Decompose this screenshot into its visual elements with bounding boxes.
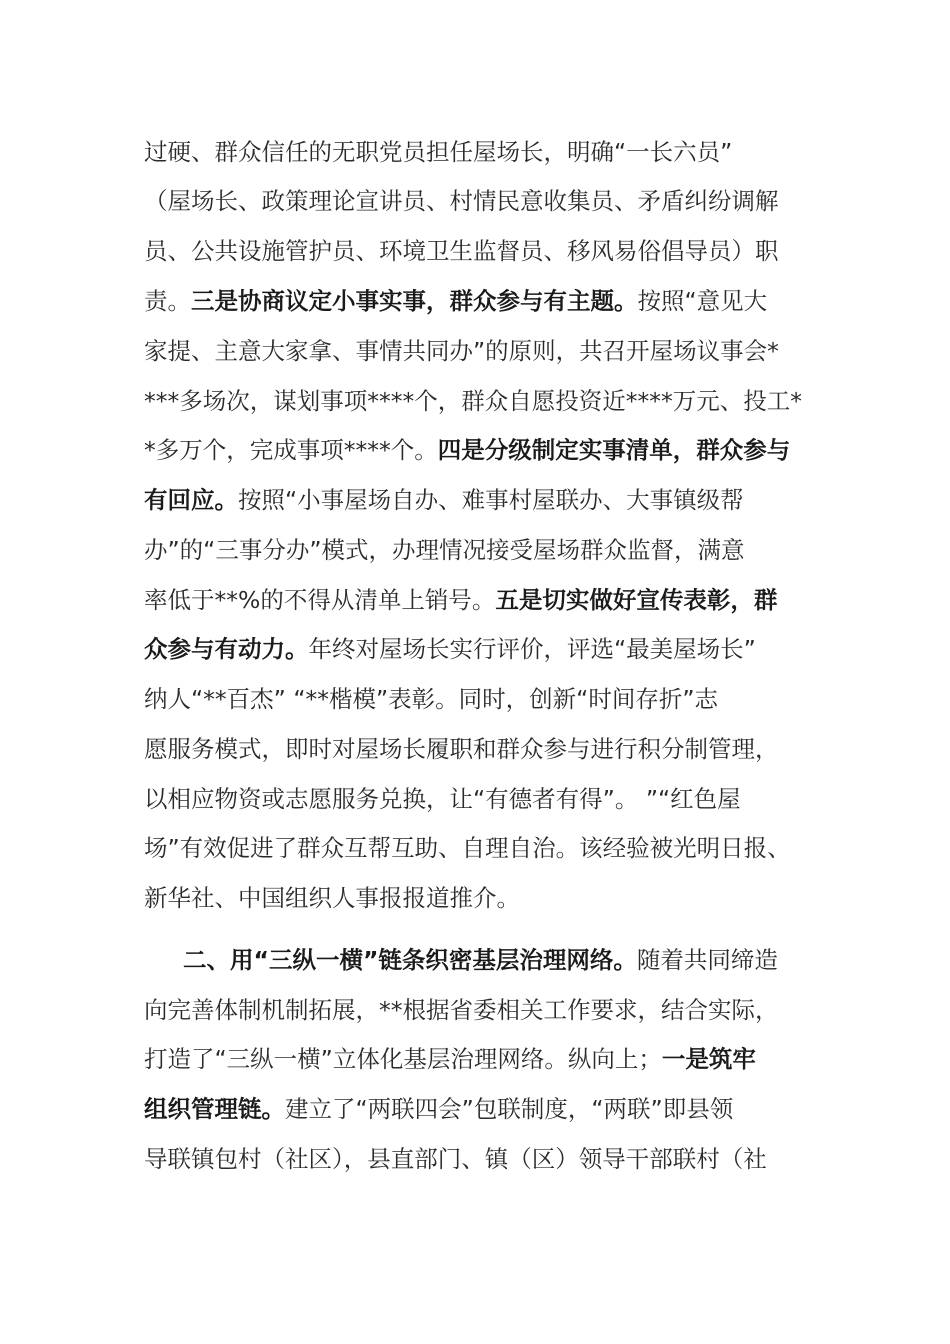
section-heading: 二、用“三纵一横”链条织密基层治理网络。 (183, 946, 637, 974)
text-run: 家提、主意大家拿、事情共同办”的原则，共召开屋场议事会* (144, 337, 779, 365)
text-run: 向完善体制机制拓展，**根据省委相关工作要求，结合实际， (144, 996, 779, 1024)
text-line (144, 823, 791, 873)
text-run: ***多场次，谋划事项****个，群众自愿投资近****万元、投工* (144, 387, 802, 415)
text-line (144, 674, 718, 724)
text-run: 打造了“三纵一横”立体化基层治理网络。纵向上； (144, 1045, 662, 1073)
text-run: 按照“小事屋场自办、难事村屋联办、大事镇级帮 (238, 486, 744, 514)
text-line (144, 985, 779, 1035)
text-run: 新华社、中国组织人事报报道推介。 (144, 884, 520, 912)
text-run: *多万个，完成事项****个。 (144, 436, 438, 464)
bold-text-run: 有回应。 (144, 486, 238, 514)
text-run: 以相应物资或志愿服务兑换，让“有德者有得”。 ”“红色屋 (144, 785, 741, 813)
text-line (144, 1134, 767, 1184)
text-line (144, 226, 779, 276)
text-run: 过硬、群众信任的无职党员担任屋场长，明确“一长六员” (144, 138, 733, 166)
text-run: 责。 (144, 287, 191, 315)
bold-text-run: 一是筑牢 (661, 1045, 756, 1073)
text-line (144, 276, 767, 326)
text-line (144, 1084, 733, 1134)
text-line (144, 376, 802, 426)
text-line (144, 1034, 756, 1084)
text-run: 导联镇包村（社区），县直部门、镇（区）领导干部联村（社 (144, 1145, 767, 1173)
text-run: 场”有效促进了群众互帮互助、自理自治。该经验被光明日报、 (144, 834, 791, 862)
text-run: 纳人“**百杰” “**楷模”表彰。同时，创新“时间存折”志 (144, 685, 719, 713)
text-run: 员、公共设施管护员、环境卫生监督员、移风易俗倡导员）职 (144, 237, 779, 265)
text-run: 愿服务模式，即时对屋场长履职和群众参与进行积分制管理， (144, 735, 779, 763)
text-run: 办”的“三事分办”模式，办理情况接受屋场群众监督，满意 (144, 536, 745, 564)
text-run: （屋场长、政策理论宣讲员、村情民意收集员、矛盾纠纷调解 (144, 187, 779, 215)
bold-text-run: 五是切实做好宣传表彰，群 (495, 586, 778, 614)
text-run: 年终对屋场长实行评价，评选“最美屋场长” (308, 635, 756, 663)
text-run: 率低于**%的不得从清单上销号。 (144, 586, 496, 614)
text-line (144, 873, 520, 923)
text-line (144, 475, 744, 525)
text-line (144, 326, 779, 376)
text-line (144, 127, 732, 177)
text-line (144, 624, 756, 674)
text-line (144, 575, 777, 625)
paragraph-first-line (183, 935, 778, 985)
text-run: 按照“意见大 (637, 287, 768, 315)
text-line (144, 774, 741, 824)
text-line (144, 425, 790, 475)
bold-text-run: 三是协商议定小事实事，群众参与有主题。 (191, 287, 638, 315)
text-run: 随着共同缔造 (636, 946, 778, 974)
text-line (144, 724, 779, 774)
bold-text-run: 组织管理链。 (144, 1095, 285, 1123)
bold-text-run: 四是分级制定实事清单，群众参与 (437, 436, 791, 464)
text-run: 建立了“两联四会”包联制度，“两联”即县领 (285, 1095, 734, 1123)
bold-text-run: 众参与有动力。 (144, 635, 309, 663)
text-line (144, 176, 779, 226)
text-line (144, 525, 745, 575)
